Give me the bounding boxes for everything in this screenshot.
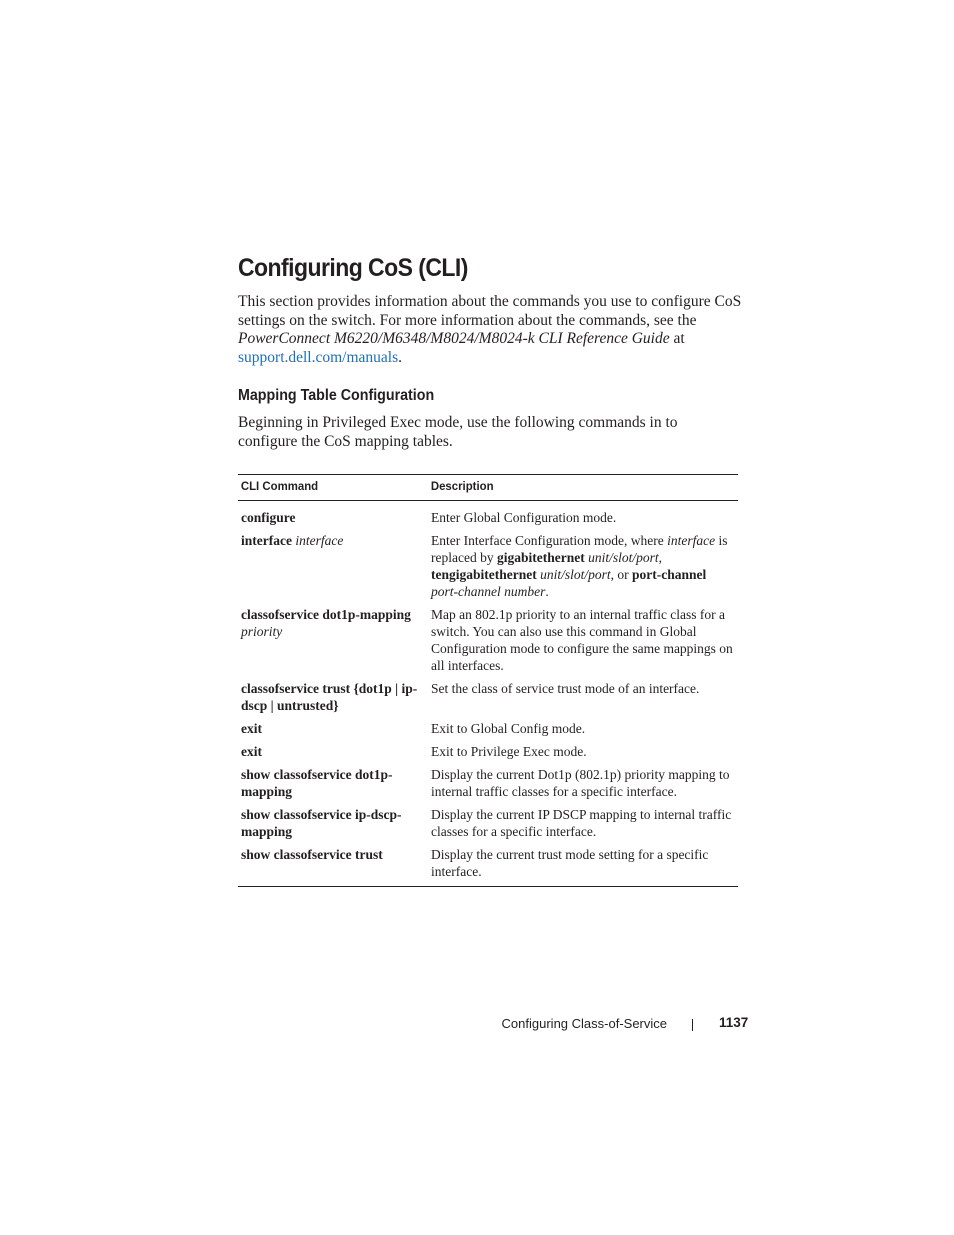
- command-text: classofservice dot1p-mapping: [241, 607, 411, 622]
- cli-command-table: [238, 474, 738, 887]
- command-cell: [238, 532, 428, 600]
- table-row: [238, 680, 738, 714]
- manuals-link[interactable]: support.dell.com/manuals: [238, 348, 399, 366]
- desc-arg: unit/slot/port: [584, 550, 659, 565]
- desc-text: ,: [658, 550, 662, 565]
- description-cell: Display the current Dot1p (802.1p) priority mapping to internal traffic classes for a specific interface.: [431, 767, 730, 799]
- section-heading: Mapping Table Configuration: [238, 387, 435, 404]
- desc-keyword: gigabitethernet: [496, 550, 585, 565]
- command-cell: exit: [241, 721, 262, 736]
- intro-text: This section provides information about the commands you use to configure CoS settings on the switch. For more information about the commands, see the: [238, 293, 742, 329]
- desc-arg: port-channel number: [431, 584, 546, 599]
- page-number: 1137: [719, 1015, 749, 1030]
- description-cell: Set the class of service trust mode of an interface.: [431, 681, 700, 696]
- command-cell: classofservice trust {dot1p | ip-dscp | untrusted}: [241, 681, 418, 713]
- table-row: [238, 766, 738, 800]
- table-body: [238, 501, 738, 886]
- desc-keyword: port-channel: [632, 567, 707, 582]
- command-text: interface: [241, 533, 292, 548]
- description-cell: Exit to Privilege Exec mode.: [431, 744, 587, 759]
- intro-at: at: [669, 330, 685, 347]
- description-cell: Map an 802.1p priority to an internal traffic class for a switch. You can also use this command in Global Configuration mode to configure the same mappings on all interfaces.: [431, 607, 733, 673]
- intro-end: .: [398, 348, 403, 366]
- table-row: [238, 509, 738, 526]
- table-row: [238, 743, 738, 760]
- lead-paragraph: Beginning in Privileged Exec mode, use the following commands in to configure the CoS mapping tables.: [238, 414, 678, 450]
- desc-arg: interface: [667, 533, 716, 548]
- table-row: [238, 720, 738, 737]
- desc-text: Enter Interface Configuration mode, where: [431, 533, 668, 548]
- guide-title: PowerConnect M6220/M6348/M8024/M8024-k CLI Reference Guide: [238, 330, 670, 347]
- desc-text: .: [545, 584, 549, 599]
- header-cli-command: CLI Command: [240, 479, 319, 493]
- footer-section-title: Configuring Class-of-Service: [501, 1016, 667, 1031]
- command-cell: configure: [241, 510, 296, 525]
- desc-keyword: tengigabitethernet: [431, 567, 537, 582]
- header-description: Description: [430, 479, 494, 493]
- description-cell: [428, 532, 738, 600]
- table-row: [238, 532, 738, 600]
- table-row: [238, 846, 738, 880]
- footer-divider: [692, 1019, 693, 1031]
- description-cell: Enter Global Configuration mode.: [431, 510, 617, 525]
- table-row: [238, 606, 738, 674]
- command-cell: show classofservice ip-dscp-mapping: [241, 807, 402, 839]
- intro-paragraph: [238, 293, 743, 367]
- description-cell: Display the current IP DSCP mapping to internal traffic classes for a specific interface.: [431, 807, 732, 839]
- command-cell: show classofservice dot1p-mapping: [241, 767, 393, 799]
- command-cell: [238, 606, 428, 674]
- command-cell: show classofservice trust: [241, 847, 383, 862]
- command-cell: exit: [241, 744, 262, 759]
- description-cell: Exit to Global Config mode.: [431, 721, 586, 736]
- description-cell: Display the current trust mode setting for a specific interface.: [431, 847, 709, 879]
- table-header: [238, 475, 738, 501]
- table-row: [238, 806, 738, 840]
- desc-text: is replaced by: [431, 533, 728, 565]
- desc-text: , or: [610, 567, 632, 582]
- page-title: Configuring CoS (CLI): [238, 254, 468, 282]
- command-arg: priority: [241, 624, 283, 639]
- desc-arg: unit/slot/port: [536, 567, 611, 582]
- command-arg: interface: [295, 533, 344, 548]
